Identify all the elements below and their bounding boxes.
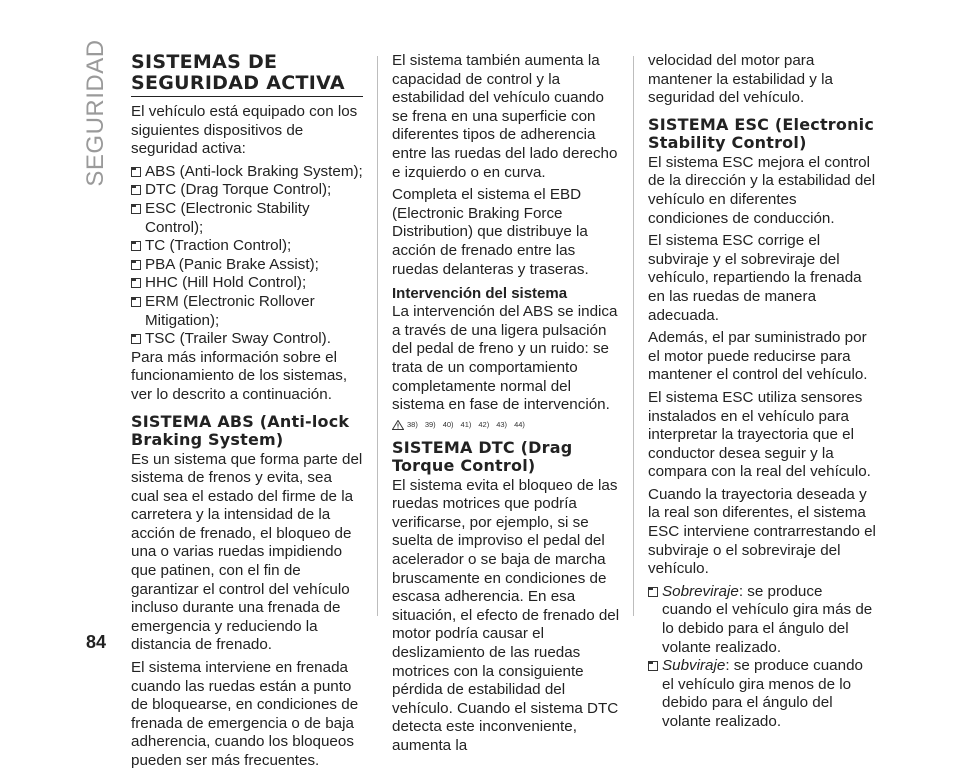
paragraph: El sistema también aumenta la capacidad de control y la estabilidad del vehículo cuando se frena en una superficie con diferentes tipos de adherencia entre las ruedas del lado derecho e izquierdo o en curva. <box>392 52 618 181</box>
paragraph: El sistema evita el bloqueo de las ruedas motrices que podría verificarse, por ejemplo, si se suelta de improviso el pedal del acelerador o se baja de marcha bruscamente en condiciones de escasa adherencia. En esa situación, el efecto de frenado del motor podría causar el deslizamiento de las ruedas motrices con la consiguiente pérdida de estabilidad del vehículo. Cuando el sistema DTC detecta este inconveniente, aumenta la <box>392 476 620 754</box>
steering-terms-list <box>648 583 876 732</box>
checkbox-bullet-icon <box>131 204 141 214</box>
paragraph: El sistema ESC mejora el control de la dirección y la estabilidad del vehículo en diferentes condiciones de conducción. <box>648 153 876 227</box>
warning-triangle-icon <box>392 420 404 430</box>
paragraph: Cuando la trayectoria deseada y la real son diferentes, el sistema ESC interviene contrarrestando el subviraje o el sobreviraje del vehículo. <box>648 485 876 578</box>
checkbox-bullet-icon <box>131 278 141 288</box>
checkbox-bullet-icon <box>131 260 141 270</box>
paragraph: Además, el par suministrado por el motor puede reducirse para mantener el control del vehículo. <box>648 329 868 384</box>
checkbox-bullet-icon <box>131 167 141 177</box>
list-item: Sobreviraje: se produce cuando el vehículo gira más de lo debido para el ángulo del volante realizado. <box>648 583 876 657</box>
list-item: ESC (Electronic Stability Control); <box>131 200 363 237</box>
list-item: DTC (Drag Torque Control); <box>131 181 363 200</box>
section-side-tab-label: SEGURIDAD <box>82 39 109 187</box>
column-1 <box>131 52 363 775</box>
section-side-tab <box>78 39 114 187</box>
main-title-line1: SISTEMAS DE <box>131 51 278 73</box>
systems-list <box>131 163 363 349</box>
page-number: 84 <box>86 632 107 652</box>
column-divider <box>633 56 634 616</box>
list-item: Subviraje: se produce cuando el vehículo gira menos de lo debido para el ángulo del volante realizado. <box>648 657 876 731</box>
term: Sobreviraje <box>662 582 739 600</box>
warning-ref[interactable]: 39) <box>424 419 436 429</box>
term: Subviraje <box>662 657 726 675</box>
checkbox-bullet-icon <box>131 185 141 195</box>
list-item: ERM (Electronic Rollover Mitigation); <box>131 293 363 330</box>
column-3 <box>648 52 876 732</box>
column-divider <box>377 56 378 616</box>
list-item: TC (Traction Control); <box>131 237 363 256</box>
warning-ref[interactable]: 42) <box>478 419 490 429</box>
paragraph: El sistema ESC utiliza sensores instalados en el vehículo para interpretar la trayectoria que el conductor desea seguir y la compara con la real del vehículo. <box>648 388 871 481</box>
paragraph: Completa el sistema el EBD (Electronic Braking Force Distribution) que distribuye la acción de frenado entre las ruedas delanteras y traseras. <box>392 186 589 278</box>
warning-ref[interactable]: 41) <box>460 419 472 429</box>
paragraph: velocidad del motor para mantener la estabilidad y la seguridad del vehículo. <box>648 52 833 107</box>
paragraph: El sistema interviene en frenada cuando las ruedas están a punto de bloquearse, en condiciones de frenada de emergencia o de baja adherencia, cuando los bloqueos pueden ser más frecuentes. <box>131 659 359 769</box>
abs-heading: SISTEMA ABS (Anti-lock Braking System) <box>131 411 350 449</box>
column-2 <box>392 52 620 760</box>
intervention-heading: Intervención del sistema <box>392 285 568 303</box>
checkbox-bullet-icon <box>131 241 141 251</box>
list-item: TSC (Trailer Sway Control). <box>131 330 363 349</box>
warning-ref[interactable]: 43) <box>496 419 508 429</box>
paragraph: La intervención del ABS se indica a través de una ligera pulsación del pedal de freno y un ruido: se trata de un comportamiento completamente normal del sistema en fase de intervención. <box>392 303 618 414</box>
checkbox-bullet-icon <box>131 297 141 307</box>
checkbox-bullet-icon <box>131 334 141 344</box>
main-title <box>131 52 363 97</box>
esc-heading: SISTEMA ESC (Electronic Stability Control) <box>648 114 875 152</box>
checkbox-bullet-icon <box>648 587 658 597</box>
paragraph: Es un sistema que forma parte del sistema de frenos y evita, sea cual sea el estado del firme de la carretera y la intensidad de la acción de frenado, el bloqueo de una o varias ruedas impidiendo que patinen, con el fin de garantizar el control del vehículo incluso durante una frenada de emergencia y reduciendo la distancia de frenado. <box>131 450 363 654</box>
dtc-heading: SISTEMA DTC (Drag Torque Control) <box>392 437 573 475</box>
list-item: HHC (Hill Hold Control); <box>131 274 363 293</box>
list-item: PBA (Panic Brake Assist); <box>131 256 363 275</box>
main-title-line2: SEGURIDAD ACTIVA <box>131 72 345 94</box>
warning-ref[interactable]: 38) <box>407 419 418 429</box>
checkbox-bullet-icon <box>648 661 658 671</box>
intro-paragraph: El vehículo está equipado con los siguientes dispositivos de seguridad activa: <box>131 103 358 158</box>
list-item: ABS (Anti-lock Braking System); <box>131 163 363 182</box>
paragraph: El sistema ESC corrige el subviraje y el sobreviraje del vehículo, repartiendo la frenada en las ruedas de manera adecuada. <box>648 232 862 324</box>
warning-references <box>392 419 620 431</box>
warning-ref[interactable]: 44) <box>514 419 525 429</box>
warning-ref[interactable]: 40) <box>442 419 454 429</box>
paragraph: Para más información sobre el funcionamiento de los sistemas, ver lo descrito a continuación. <box>131 348 348 403</box>
